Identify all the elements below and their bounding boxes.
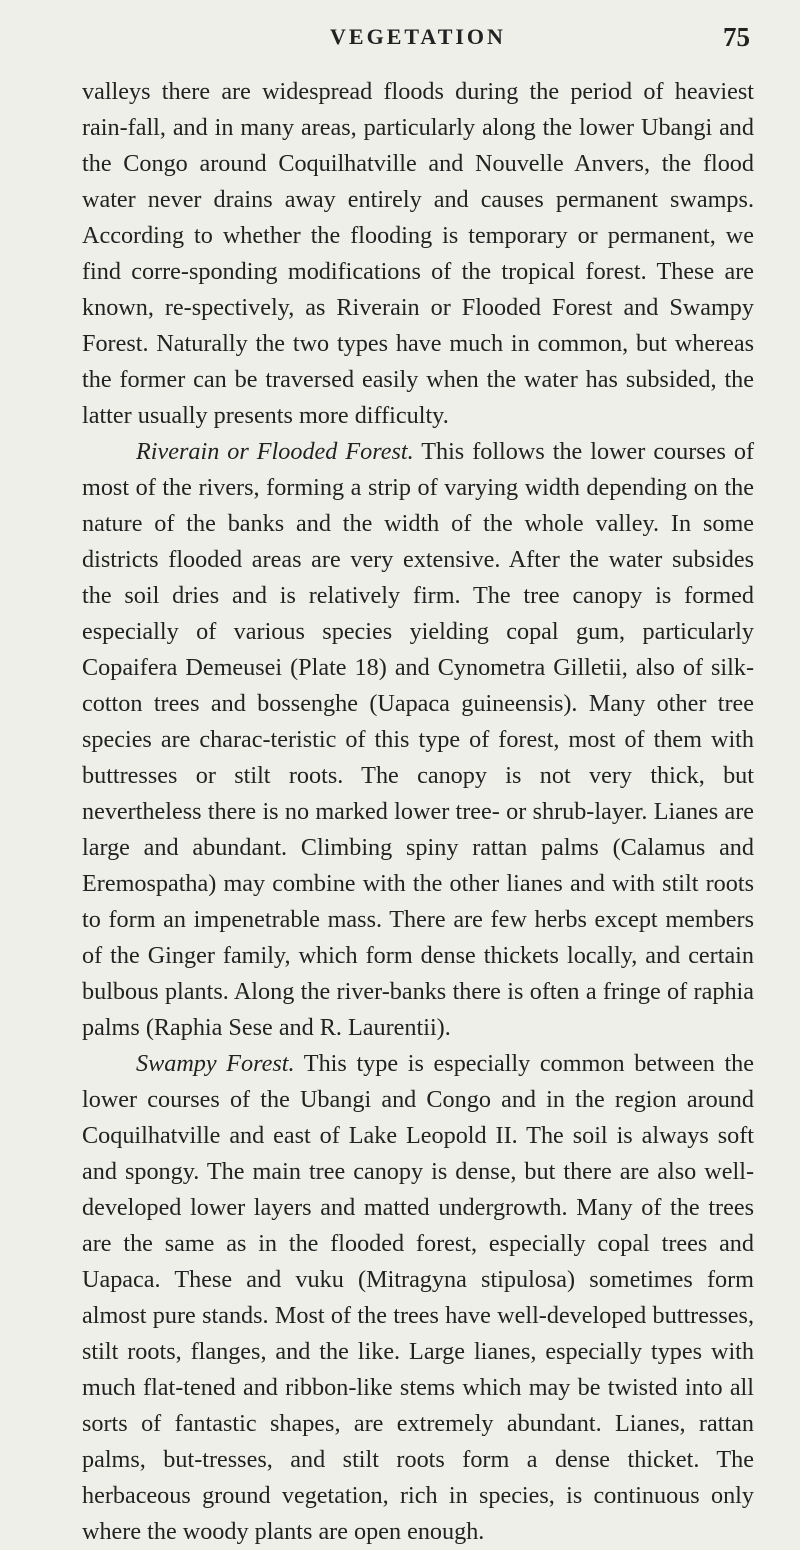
paragraph-swampy-text: This type is especially common between the lower courses of the Ubangi and Congo and in the region around Coquilhatville and east of Lake Leopold II. The soil is always soft and spongy. The main tree canopy is dense, but there are also well-developed lower layers and matted undergrowth. Many of the trees are the same as in the flooded forest, especially copal trees and Uapaca. These and vuku (Mitragyna stipulosa) sometimes form almost pure stands. Most of the trees have well-developed buttresses, stilt roots, flanges, and the like. Large lianes, especially types with much flat-tened and ribbon-like stems which may be twisted into all sorts of fantastic shapes, are extremely abundant. Lianes, rattan palms, but-tresses, and stilt roots form a dense thicket. The herbaceous ground vegetation, rich in species, is continuous only where the woody plants are open enough. bbox=[82, 1050, 754, 1545]
paragraph-riverain-forest bbox=[82, 434, 754, 1046]
section-heading-swampy: Swampy Forest. bbox=[136, 1050, 295, 1077]
body-text bbox=[82, 74, 754, 1550]
section-heading-riverain: Riverain or Flooded Forest. bbox=[136, 438, 414, 465]
paragraph-riverain-text: This follows the lower courses of most of the rivers, forming a strip of varying width depending on the nature of the banks and the width of the whole valley. In some districts flooded areas are very extensive. After the water subsides the soil dries and is relatively firm. The tree canopy is formed especially of various species yielding copal gum, particularly Copaifera Demeusei (Plate 18) and Cynometra Gilletii, also of silk-cotton trees and bossenghe (Uapaca guineensis). Many other tree species are charac-teristic of this type of forest, most of them with buttresses or stilt roots. The canopy is not very thick, but nevertheless there is no marked lower tree- or shrub-layer. Lianes are large and abundant. Climbing spiny rattan palms (Calamus and Eremospatha) may combine with the other lianes and with stilt roots to form an impenetrable mass. There are few herbs except members of the Ginger family, which form dense thickets locally, and certain bulbous plants. Along the river-banks there is often a fringe of raphia palms (Raphia Sese and R. Laurentii). bbox=[82, 438, 754, 1041]
page-number: 75 bbox=[723, 22, 750, 52]
running-title: VEGETATION bbox=[330, 24, 506, 49]
paragraph-intro bbox=[82, 74, 754, 434]
paragraph-swampy-forest bbox=[82, 1046, 754, 1550]
paragraph-intro-text: valleys there are widespread floods during the period of heaviest rain-fall, and in many areas, particularly along the lower Ubangi and the Congo around Coquilhatville and Nouvelle Anvers, the flood water never drains away entirely and causes permanent swamps. According to whether the flooding is temporary or permanent, we find corre-sponding modifications of the tropical forest. These are known, re-spectively, as Riverain or Flooded Forest and Swampy Forest. Naturally the two types have much in common, but whereas the former can be traversed easily when the water has subsided, the latter usually presents more difficulty. bbox=[82, 78, 754, 429]
running-head bbox=[82, 0, 754, 74]
